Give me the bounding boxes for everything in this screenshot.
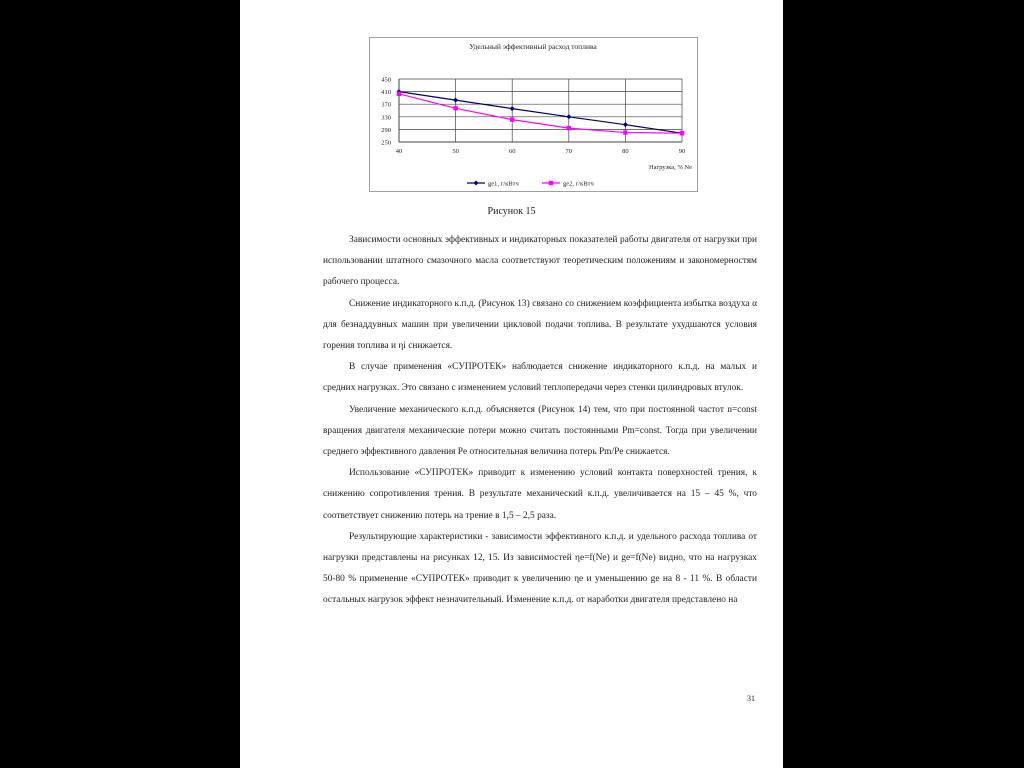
y-tick-label: 450 <box>381 76 391 84</box>
legend-label: ge1, г/кВтч <box>488 180 519 188</box>
paragraph-6: Результирующие характеристики - зависимости эффективного к.п.д. и удельного расхода топлива от нагрузки представлены на рисунках 12, 15. Из зависимостей ηe=f(Ne) и ge=f(Ne) видно, что на нагрузках 50-80 % применение «СУПРОТЕК» приводит к увеличению ηe и уменьшению ge на 8 - 11 %. В области остальных нагрузок эффект незначительный. Изменение к.п.д. от наработки двигателя представлено на <box>323 531 757 606</box>
chart-title: Удельный эффективный расход топлива <box>469 42 597 51</box>
paragraph-4: Увеличение механического к.п.д. объясняется (Рисунок 14) тем, что при постоянной частот n=const вращения двигателя механические потери можно считать постоянными Pm=const. Тогда при увеличении среднего эффективного давления Pe относительная величина потерь Pm/Pe снижается. <box>323 404 757 458</box>
data-point <box>510 106 515 111</box>
figure-caption: Рисунок 15 <box>487 206 536 217</box>
data-point <box>453 106 457 110</box>
data-point <box>566 114 571 119</box>
document-page <box>240 0 783 768</box>
x-tick-label: 80 <box>622 148 629 155</box>
x-axis-label: Нагрузка, % Ne <box>648 164 692 171</box>
x-tick-label: 70 <box>565 148 573 155</box>
legend-marker <box>474 181 479 186</box>
x-tick-label: 60 <box>508 148 516 155</box>
body-text <box>323 230 757 612</box>
x-tick-label: 50 <box>452 148 459 155</box>
fuel-consumption-chart <box>370 38 697 191</box>
chart-container <box>369 37 698 192</box>
data-point <box>397 92 401 96</box>
legend-marker <box>549 181 553 185</box>
y-tick-label: 250 <box>381 139 391 147</box>
paragraph-1: Зависимости основных эффективных и индикаторных показателей работы двигателя от нагрузки при использовании штатного смазочного масла соответствуют теоретическим положениям и закономерностям рабочего процесса. <box>323 235 757 288</box>
data-point <box>453 98 458 103</box>
data-point <box>623 122 628 127</box>
y-tick-label: 370 <box>381 101 391 109</box>
paragraph-2: Снижение индикаторного к.п.д. (Рисунок 13) связано со снижением коэффициента избытка воздуха α для безнаддувных машин при увеличении цикловой подачи топлива. В результате ухудшаются условия горения топлива и ηi снижается. <box>323 298 757 352</box>
data-point <box>680 131 684 135</box>
data-point <box>623 130 627 134</box>
y-tick-label: 410 <box>381 89 391 97</box>
data-point <box>567 126 571 130</box>
x-tick-label: 40 <box>395 148 403 155</box>
x-tick-label: 90 <box>678 148 686 155</box>
page-number: 31 <box>747 694 755 703</box>
paragraph-3: В случае применения «СУПРОТЕК» наблюдается снижение индикаторного к.п.д. на малых и средних нагрузках. Это связано с изменением условий теплопередачи через стенки цилиндровых втулок. <box>323 362 757 394</box>
y-tick-label: 330 <box>381 114 391 122</box>
data-point <box>510 117 514 121</box>
series-line <box>399 92 682 134</box>
paragraph-5: Использование «СУПРОТЕК» приводит к изменению условий контакта поверхностей трения, к снижению сопротивления трения. В результате механический к.п.д. увеличивается на 15 – 45 %, что соответствует снижению потерь на трение в 1,5 – 2,5 раза. <box>323 468 757 521</box>
legend-label: ge2, г/кВтч <box>563 180 594 188</box>
y-tick-label: 290 <box>381 126 391 134</box>
